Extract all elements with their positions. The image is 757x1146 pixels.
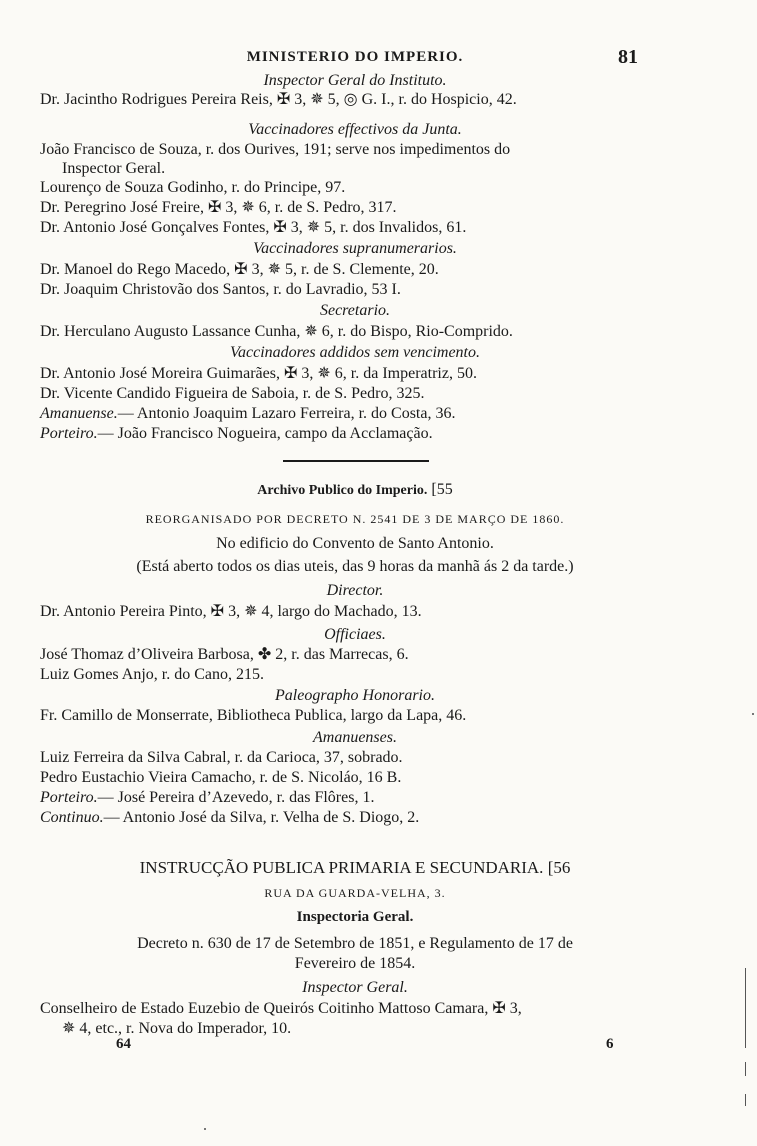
continuo-text: — Antonio José da Silva, r. Velha de S. Diogo, 2. xyxy=(103,809,420,826)
continuo-entry xyxy=(40,808,680,827)
entry-line: Dr. Antonio José Moreira Guimarães, ✠ 3, ✵ 6, r. da Imperatriz, 50. xyxy=(40,365,477,382)
heading-inspector-geral-2: Inspector Geral. xyxy=(302,979,408,996)
porteiro-entry xyxy=(40,424,680,443)
heading-amanuenses: Amanuenses. xyxy=(313,729,397,746)
instruccao-ref: [56 xyxy=(547,858,571,877)
archivo-title-line xyxy=(40,480,670,500)
entry-line: Dr. Joaquim Christovão dos Santos, r. do Lavradio, 53 I. xyxy=(40,281,401,298)
heading-inspector-geral: Inspector Geral do Instituto. xyxy=(263,72,447,89)
archivo-ref: [55 xyxy=(431,481,453,498)
entry-line: Fr. Camillo de Monserrate, Bibliotheca Publica, largo da Lapa, 46. xyxy=(40,707,467,724)
porteiro-text: — João Francisco Nogueira, campo da Acclamação. xyxy=(97,425,433,442)
heading-secretario: Secretario. xyxy=(319,302,391,319)
entry-line: Pedro Eustachio Vieira Camacho, r. de S. Nicoláo, 16 B. xyxy=(40,769,402,786)
archivo-decree: REORGANISADO POR DECRETO N. 2541 DE 3 DE MARÇO DE 1860. xyxy=(145,512,565,526)
entry-line: Dr. Antonio José Gonçalves Fontes, ✠ 3, ✵ 5, r. dos Invalidos, 61. xyxy=(40,219,467,236)
amanuense-entry xyxy=(40,404,680,423)
entry-line: Lourenço de Souza Godinho, r. do Principe, 97. xyxy=(40,179,346,196)
entry-line: Conselheiro de Estado Euzebio de Queirós Coitinho Mattoso Camara, ✠ 3, xyxy=(40,1000,522,1017)
entry-line: Luiz Ferreira da Silva Cabral, r. da Carioca, 37, sobrado. xyxy=(40,749,403,766)
archivo-location: No edificio do Convento de Santo Antonio. xyxy=(216,535,494,552)
margin-speck xyxy=(752,713,754,715)
running-title: MINISTERIO DO IMPERIO. xyxy=(246,49,464,65)
section-divider xyxy=(283,460,429,462)
signature-mark-right: 6 xyxy=(606,1036,614,1052)
entry-line: Dr. Manoel do Rego Macedo, ✠ 3, ✵ 5, r. de S. Clemente, 20. xyxy=(40,261,439,278)
porteiro-entry xyxy=(40,788,680,807)
entry-line: Dr. Peregrino José Freire, ✠ 3, ✵ 6, r. de S. Pedro, 317. xyxy=(40,199,397,216)
continuo-label: Continuo. xyxy=(40,809,104,826)
porteiro-text: — José Pereira d’Azevedo, r. das Flôres, 1. xyxy=(97,789,375,806)
margin-mark xyxy=(745,968,746,1048)
entry-line: Dr. Jacintho Rodrigues Pereira Reis, ✠ 3, ✵ 5, ◎ G. I., r. do Hospicio, 42. xyxy=(40,91,517,108)
margin-mark xyxy=(745,1094,746,1106)
page-number: 81 xyxy=(618,46,638,68)
entry-line: Luiz Gomes Anjo, r. do Cano, 215. xyxy=(40,666,264,683)
margin-speck xyxy=(204,1128,206,1130)
amanuense-label: Amanuense. xyxy=(40,405,118,422)
entry-line-continued: ✵ 4, etc., r. Nova do Imperador, 10. xyxy=(62,1020,292,1037)
instruccao-address: RUA DA GUARDA-VELHA, 3. xyxy=(264,886,446,900)
instruccao-decree-line: Decreto n. 630 de 17 de Setembro de 1851, e Regulamento de 17 de xyxy=(137,935,573,952)
amanuense-text: — Antonio Joaquim Lazaro Ferreira, r. do Costa, 36. xyxy=(117,405,456,422)
porteiro-label: Porteiro. xyxy=(40,789,98,806)
heading-officiaes: Officiaes. xyxy=(324,626,386,643)
margin-mark xyxy=(745,1062,746,1076)
entry-line: Dr. Herculano Augusto Lassance Cunha, ✵ 6, r. do Bispo, Rio-Comprido. xyxy=(40,323,513,340)
inspectoria-geral-heading: Inspectoria Geral. xyxy=(296,909,414,925)
heading-vaccinadores-effectivos: Vaccinadores effectivos da Junta. xyxy=(248,121,462,138)
instruccao-title-line xyxy=(40,858,670,877)
signature-mark-left: 64 xyxy=(116,1036,131,1052)
porteiro-label: Porteiro. xyxy=(40,425,98,442)
entry-line: José Thomaz d’Oliveira Barbosa, ✤ 2, r. das Marrecas, 6. xyxy=(40,646,409,663)
instruccao-decree-line: Fevereiro de 1854. xyxy=(294,955,416,972)
archivo-title: Archivo Publico do Imperio. xyxy=(257,483,428,498)
instruccao-title: INSTRUCÇÃO PUBLICA PRIMARIA E SECUNDARIA. xyxy=(139,858,544,877)
entry-line: Dr. Vicente Candido Figueira de Saboia, r. de S. Pedro, 325. xyxy=(40,385,425,402)
heading-director: Director. xyxy=(326,582,384,599)
heading-vaccinadores-addidos: Vaccinadores addidos sem vencimento. xyxy=(229,344,480,361)
heading-paleographo: Paleographo Honorario. xyxy=(275,687,435,704)
entry-line: Dr. Antonio Pereira Pinto, ✠ 3, ✵ 4, largo do Machado, 13. xyxy=(40,603,422,620)
entry-line: João Francisco de Souza, r. dos Ourives, 191; serve nos impedimentos do xyxy=(40,141,511,158)
entry-line-continued: Inspector Geral. xyxy=(62,160,166,177)
archivo-hours: (Está aberto todos os dias uteis, das 9 horas da manhã ás 2 da tarde.) xyxy=(136,558,574,575)
heading-vaccinadores-supranumerarios: Vaccinadores supranumerarios. xyxy=(253,240,457,257)
